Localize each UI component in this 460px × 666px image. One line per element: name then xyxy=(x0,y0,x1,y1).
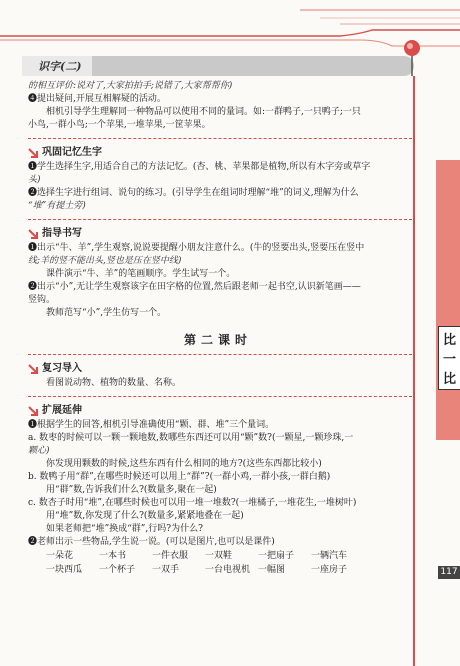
text-line: c. 数杏子时用“堆”,在哪些时候也可以用一堆一堆数?(一堆橘子,一堆花生,一堆树叶) xyxy=(28,498,357,508)
pushpin-icon xyxy=(400,38,424,78)
text-line: ❶出示“牛、羊”,学生观察,说说要提醒小朋友注意什么。(牛的竖要出头,竖要压在竖中 xyxy=(28,243,365,253)
arrow-icon xyxy=(28,229,38,239)
text-line: “堆”有提土旁) xyxy=(28,201,86,211)
text-line: 相机引导学生理解同一种物品可以使用不同的量词。如:一群鸭子,一只鸭子;一只 xyxy=(46,107,361,117)
word-item: 一本书 xyxy=(99,551,127,561)
divider xyxy=(28,354,412,355)
divider xyxy=(28,138,412,139)
side-tab-char: 一 xyxy=(442,352,456,368)
arrow-icon xyxy=(28,148,38,158)
divider xyxy=(28,396,412,397)
text-line: 教师范写“小”,学生仿写一个。 xyxy=(46,308,167,318)
page-number: 117 xyxy=(438,566,460,579)
section-heading xyxy=(28,403,408,419)
text-line: ❷出示“小”,无让学生观察该字在田字格的位置,然后跟老师一起书空,认识新笔画—— xyxy=(28,282,361,292)
text-line: b. 数鸭子用“群”,在哪些时候还可以用上“群”?(一群小鸡,一群小孩,一群白鹅) xyxy=(28,472,331,482)
text-line: 的相互评价:说对了,大家拍拍手;说错了,大家帮帮你) xyxy=(28,81,233,91)
arrow-icon xyxy=(28,406,38,416)
page-content xyxy=(28,80,408,577)
word-item: 一双鞋 xyxy=(205,551,233,561)
header-decoration xyxy=(0,0,460,58)
text-line: 小鸟,一群小鸟;一个苹果,一堆苹果,一筐苹果。 xyxy=(28,120,211,130)
section-title: 扩展延伸 xyxy=(42,405,82,416)
page-header-band xyxy=(0,0,460,58)
side-tab-label xyxy=(438,326,460,390)
text-line: 用“群”数,告诉我们什么?(数量多,聚在一起) xyxy=(46,485,217,495)
text-line: ❹提出疑问,开展互相解疑的活动。 xyxy=(28,94,166,104)
text-line: 如果老师把“堆”换成“群”,行吗?为什么? xyxy=(46,524,203,534)
text-line: 线;羊的竖不能出头,竖也是压在竖中线) xyxy=(28,256,182,266)
side-tab-char: 比 xyxy=(442,371,456,387)
section-title: 复习导入 xyxy=(42,363,82,374)
chapter-label: 识字(二) xyxy=(38,60,82,73)
section-heading xyxy=(28,226,408,242)
text-line: 头) xyxy=(28,175,41,185)
word-item: 一块西瓜 xyxy=(46,565,83,575)
text-line: 看图说动物、植物的数量、名称。 xyxy=(46,378,182,388)
word-item: 一台电视机 xyxy=(205,565,251,575)
word-row xyxy=(28,549,408,563)
word-row xyxy=(28,563,408,577)
text-line: ❶学生选择生字,用适合自己的方法记忆。(杏、桃、苹果都是植物,所以有木字旁或草字 xyxy=(28,162,371,172)
text-line: 课件演示“牛、羊”的笔画顺序。学生试写一个。 xyxy=(46,269,236,279)
text-line: ❶根据学生的回答,相机引导准确使用“颗、群、堆”三个量词。 xyxy=(28,420,275,430)
text-line: 颗心) xyxy=(28,446,50,456)
word-item: 一朵花 xyxy=(46,551,74,561)
text-line: 竖钩。 xyxy=(28,295,56,305)
word-item: 一辆汽车 xyxy=(311,551,348,561)
section-heading xyxy=(28,145,408,161)
word-item: 一把扇子 xyxy=(258,551,295,561)
side-tab xyxy=(436,160,460,440)
word-item: 一件衣服 xyxy=(152,551,189,561)
lesson-title: 第二课时 xyxy=(183,333,252,347)
page-frame-line xyxy=(413,76,415,666)
text-line: 用“堆”数,你发现了什么?(数量多,紧紧地叠在一起) xyxy=(46,511,244,521)
section-heading xyxy=(28,361,408,377)
text-line: a. 数枣的时候可以一颗一颗地数,数哪些东西还可以用“颗”数?(一颗星,一颗珍珠,一 xyxy=(28,433,354,443)
text-line: ❷选择生字进行组词、说句的练习。(引导学生在组词时理解“堆”的词义,理解为什么 xyxy=(28,188,359,198)
word-item: 一双手 xyxy=(152,565,180,575)
side-tab-char: 比 xyxy=(442,333,456,349)
text-line: ❷老师出示一些物品,学生说一说。(可以是图片,也可以是课件) xyxy=(28,537,275,547)
word-item: 一个杯子 xyxy=(99,565,136,575)
section-title: 巩固记忆生字 xyxy=(42,147,102,158)
word-item: 一幅图 xyxy=(258,565,286,575)
word-item: 一座房子 xyxy=(311,565,348,575)
divider xyxy=(28,219,412,220)
arrow-icon xyxy=(28,364,38,374)
text-line: 你发现用颗数的时候,这些东西有什么相同的地方?(这些东西都比较小) xyxy=(46,459,322,469)
section-title: 指导书写 xyxy=(42,228,82,239)
